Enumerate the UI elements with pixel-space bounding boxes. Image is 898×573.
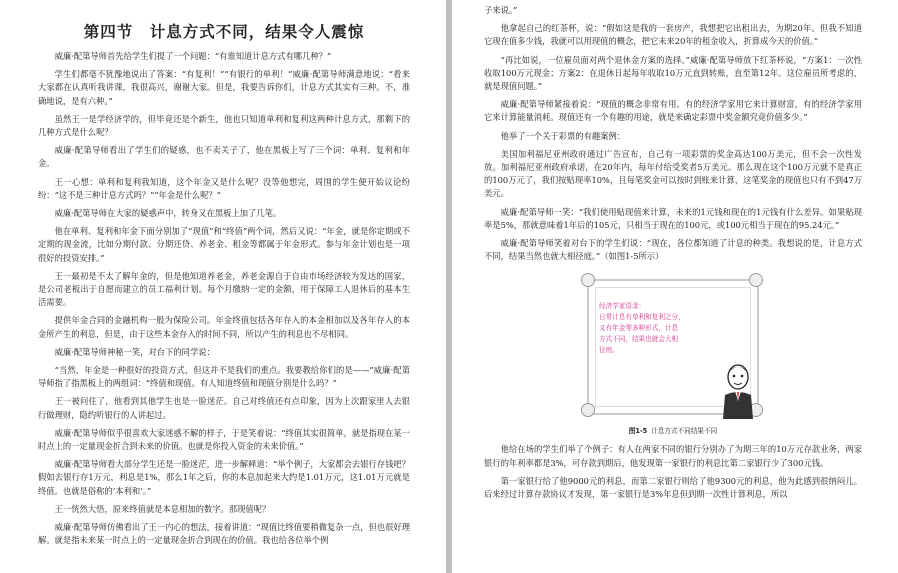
paragraph: 威廉·配第导师首先给学生们提了一个问题：“有谁知道计息方式有哪几种？” [54,51,332,61]
paragraph: 威廉·配第导师神秘一笑，对台下的同学说： [54,346,215,357]
paragraph: 威廉·配第导师笑着对台下的学生们说：“现在，各位都知道了计息的种类。我想说的是，计息方式不同，结果当然也就大相径庭。”（如图1-5所示） [484,238,862,262]
quote-line: 又有年金等多种形式，计息 [599,324,679,333]
paragraph: 威廉·配第导师一笑：“我们使用贴现值来计算，未来的1元钱和现在的1元钱有什么差异。如果贴现率是5%，那就意味着1年后的105元，只相当于现在的100元，或100元相当于现在的95.24元。” [484,206,862,230]
paragraph: 第一家银行给了他9000元的利息，而第二家银行则给了他9300元的利息，他为此感到很纳闷儿。后来经过计算存款协议才发现，第一家银行是3%年息但到期一次性计算利息，所以 [484,475,862,500]
paragraph: 他拿起自己的红茶杯，说：“假如这是我的一套房产，我想把它出租出去，为期20年。但我不知道它现在值多少钱，我就可以用现值的概念，把它未来20年的租金收入，折算成今天的价值。” [484,23,862,47]
paragraph: 王一心想：单利和复利我知道，这个年金又是什么呢？没等他想完，周围的学生便开始议论纷纷：“这不是三种计息方式吗？”“年金是什么呢？” [38,176,410,200]
left-page [0,0,446,573]
economist-quote [599,301,707,371]
paragraph: 王一被问住了，他看到其他学生也是一脸迷茫。自己对终值还有点印象，因为上次跟家里人去银行做理财，隐约听银行的人讲起过。 [38,396,410,420]
paragraph: 威廉·配第导师看出了学生们的疑惑，也不卖关子了，他在黑板上写了三个词：单利、复利和年金。 [38,145,410,169]
right-page [452,0,898,573]
paragraph: 威廉·配第导师似乎很喜欢大家迷惑不解的样子，于是笑着说：“终值其实很简单，就是指现在某一时点上的一定量现金折合到未来的价值。也就是你投入资金的未来价值。” [38,427,410,452]
paragraph: 子来说。” [484,5,518,15]
paragraph: 他在单利、复利和年金下面分别加了“现值”和“终值”两个词，然后又说：“年金，就是你定期或不定期的现金流，比如分期付款、分期还贷、养老金、租金等都属于年金形式。参与年金计划也是一项很好的投资安排。” [38,226,410,263]
quote-line: 方式不同，结果也就会大相 [599,335,679,344]
quote-line: 径庭。 [599,346,619,355]
economist-cartoon-icon [715,361,761,419]
quote-line: 经济学家语录： [599,302,646,311]
quote-line: 日常计息有单利和复利之分， [599,313,685,322]
paragraph: “当然，年金是一种很好的投资方式，但这并不是我们的重点。我要教给你们的是——”威廉·配第导师指了指黑板上的两组词：“终值和现值。有人知道终值和现值分别是什么吗？” [38,365,410,389]
paragraph: “再比如说，一位雇员面对两个退休金方案的选择。”威廉·配第导师放下红茶杯说，“方案1：一次性收取100万元现金；方案2：在退休日起每年收取10万元直到转账，直至第12年。这位雇员所考虑的，就是现值问题。” [484,54,862,92]
figure-caption-text: 计息方式不同结果不同 [651,427,718,436]
paragraph: 威廉·配第导师仿佛看出了王一内心的想法，接着讲道：“现值比终值要稍微复杂一点，但也很好理解。就是指未来某一时点上的一定量现金折合到现在的价值。我也给各位举个例 [38,522,410,546]
paragraph: 美国加利福尼亚州政府通过广告宣布，自己有一项彩票的奖金高达100万美元，但不会一次性发放。加利福尼亚州政府承诺，在20年内，每年付给受奖者5万美元。那么现在这个100万元就不是真正的100万元了，我们按贴现率10%，且每笔奖金可以按时到账来计算，这笔奖金的现值也只有不到47万美元。 [484,148,862,199]
paragraph: 虽然王一是学经济学的，但毕竟还是个新生，他也只知道单利和复利这两种计息方式，那剩下的几种方式是什么呢？ [38,113,410,138]
paragraph: 威廉·配第导师在大家的疑惑声中，转身又在黑板上加了几笔。 [54,208,282,219]
paragraph: 王一恍然大悟，原来终值就是本息相加的数字。那现值呢？ [54,503,271,514]
figure-caption [484,425,862,435]
paragraph: 威廉·配第导师看大部分学生还是一脸迷茫，进一步解释道：“举个例子，大家都会去银行存钱吧？假如去银行存1万元，利息是1%，那么1年之后，你的本息加起来大约是1.01万元，这1.01万元就是终值。也就是俗称的‘本利和’。” [38,459,410,496]
paragraph: 提供年金合同的金融机构一般为保险公司。年金终值包括各年存入的本金相加以及各年存入的本金所产生的利息，但是，由于这些本金存入的时间不同，所以产生的利息也不尽相同。 [38,315,410,339]
figure-1-5 [581,271,765,421]
figure-number: 图1-5 [628,427,648,436]
pin-icon [749,273,763,287]
paragraph: 威廉·配第导师紧接着说：“现值的概念非常有用。有的经济学家用它来计算财富，有的经济学家用它来计算能量消耗。现值还有一个有趣的用途，就是来确定彩票中奖金额究竟价值多少。” [484,99,862,123]
paragraph: 学生们都毫不犹豫地说出了答案：“有复利！”“有银行的单利！”威廉·配第导师满意地说：“看来大家都在认真听我讲课，我很高兴，谢谢大家。但是，我要告诉你们，计息方式其实有三种。不，准确地说，是有六种。” [38,69,410,106]
paragraph: 他举了一个关于彩票的有趣案例： [500,130,626,141]
paragraph: 王一最初是不太了解年金的，但是他知道养老金，养老金源自于自由市场经济较为发达的国家，是公司老板出于自愿而建立的员工福利计划。每个月缴纳一定的金额，用于保障工人退休后的基本生活需要。 [38,270,410,308]
paragraph: 他给在场的学生们举了个例子：有人在两家不同的银行分别办了为期三年的10万元存款业务，两家银行的年利率都是3%，可存款到期后，他发现第一家银行的利息比第二家银行少了300元钱。 [484,444,862,468]
section-title: 第四节 计息方式不同，结果令人震惊 [83,22,365,41]
